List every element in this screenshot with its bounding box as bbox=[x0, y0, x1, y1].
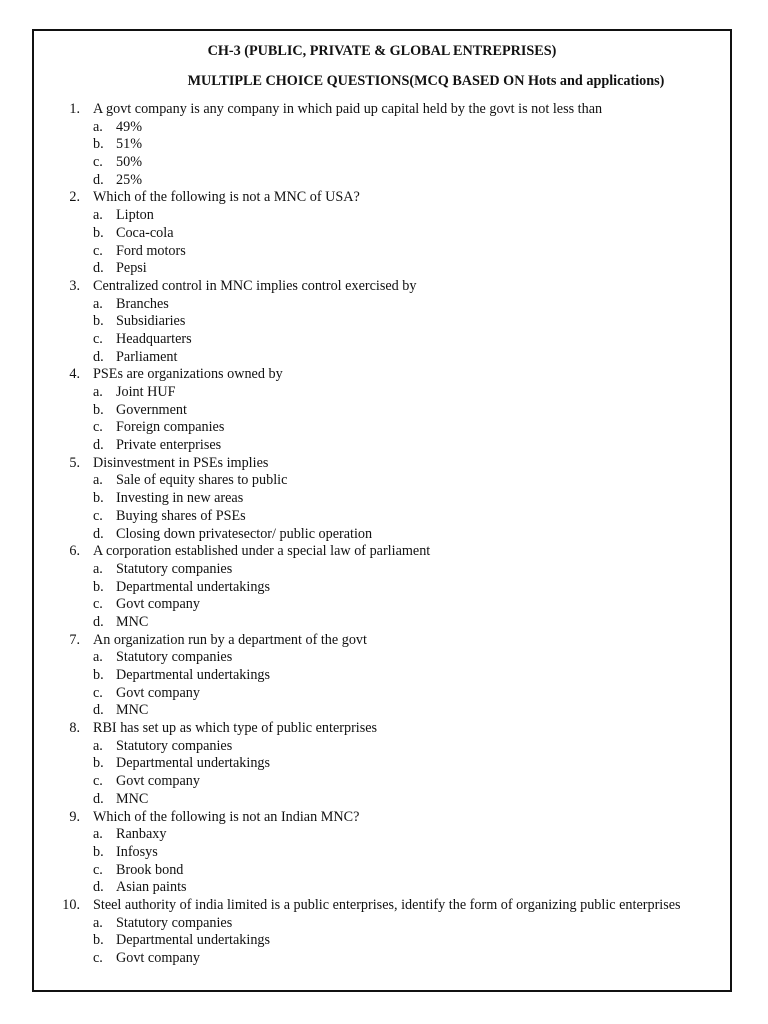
option-item bbox=[0, 508, 768, 526]
option-item bbox=[0, 791, 768, 809]
option-text: Asian paints bbox=[116, 879, 187, 896]
option-letter: d. bbox=[93, 260, 104, 277]
question-text: PSEs are organizations owned by bbox=[93, 366, 283, 383]
question-item bbox=[0, 101, 768, 119]
question-item bbox=[0, 366, 768, 384]
question-item bbox=[0, 809, 768, 827]
option-item bbox=[0, 384, 768, 402]
option-text: Joint HUF bbox=[116, 384, 176, 400]
option-letter: b. bbox=[93, 313, 104, 330]
option-item bbox=[0, 172, 768, 190]
option-item bbox=[0, 950, 768, 968]
option-item bbox=[0, 296, 768, 314]
option-text: Departmental undertakings bbox=[116, 578, 271, 595]
option-text: 25% bbox=[116, 171, 143, 188]
question-text: RBI has set up as which type of public enterprises bbox=[93, 720, 378, 737]
option-text: Brook bond bbox=[116, 861, 184, 878]
option-letter: d. bbox=[93, 171, 104, 188]
question-number: 7. bbox=[69, 631, 80, 648]
option-letter: c. bbox=[93, 419, 103, 436]
option-text: Branches bbox=[116, 295, 169, 312]
option-text: Private enterprises bbox=[116, 437, 222, 454]
option-text: Subsidiaries bbox=[116, 313, 186, 330]
question-item bbox=[0, 632, 768, 650]
option-item bbox=[0, 596, 768, 614]
option-text: Buying shares of PSEs bbox=[116, 507, 246, 524]
option-letter: b. bbox=[93, 224, 104, 241]
option-text: Statutory companies bbox=[116, 649, 233, 666]
option-text: MNC bbox=[116, 613, 149, 630]
option-text: Parliament bbox=[116, 348, 178, 365]
question-number: 2. bbox=[69, 189, 80, 206]
option-letter: c. bbox=[93, 950, 103, 966]
option-item bbox=[0, 667, 768, 685]
option-text: Headquarters bbox=[116, 330, 192, 347]
option-text: Lipton bbox=[116, 207, 154, 224]
option-text: Departmental undertakings bbox=[116, 667, 271, 683]
option-text: Coca-cola bbox=[116, 224, 174, 241]
question-item bbox=[0, 720, 768, 738]
option-letter: a. bbox=[93, 384, 103, 400]
option-letter: b. bbox=[93, 843, 104, 860]
option-text: Closing down privatesector/ public operation bbox=[116, 525, 373, 542]
option-item bbox=[0, 826, 768, 844]
option-item bbox=[0, 313, 768, 331]
option-item bbox=[0, 614, 768, 632]
option-letter: c. bbox=[93, 773, 103, 790]
question-text: Steel authority of india limited is a public enterprises, identify the form of organizing public enterprises bbox=[93, 896, 681, 913]
option-letter: d. bbox=[93, 525, 104, 542]
option-item bbox=[0, 526, 768, 544]
option-item bbox=[0, 773, 768, 791]
option-text: Govt company bbox=[116, 773, 200, 790]
option-item bbox=[0, 561, 768, 579]
option-letter: d. bbox=[93, 702, 104, 719]
option-item bbox=[0, 260, 768, 278]
question-number: 8. bbox=[69, 720, 80, 737]
option-letter: d. bbox=[93, 879, 104, 896]
option-text: Infosys bbox=[116, 843, 158, 860]
option-letter: d. bbox=[93, 348, 104, 365]
option-letter: a. bbox=[93, 649, 103, 666]
option-item bbox=[0, 207, 768, 225]
option-text: 51% bbox=[116, 136, 143, 153]
option-letter: d. bbox=[93, 437, 104, 454]
question-item bbox=[0, 455, 768, 473]
section-subtitle: MULTIPLE CHOICE QUESTIONS(MCQ BASED ON Hots and applications) bbox=[187, 73, 665, 89]
question-text: Which of the following is not an Indian MNC? bbox=[93, 808, 360, 825]
option-letter: c. bbox=[93, 684, 103, 701]
question-text: A govt company is any company in which paid up capital held by the govt is not less than bbox=[93, 101, 603, 117]
question-item bbox=[0, 278, 768, 296]
question-number: 4. bbox=[69, 366, 80, 383]
option-letter: c. bbox=[93, 596, 103, 613]
option-item bbox=[0, 879, 768, 897]
option-item bbox=[0, 243, 768, 261]
option-letter: a. bbox=[93, 737, 103, 754]
option-item bbox=[0, 862, 768, 880]
option-item bbox=[0, 738, 768, 756]
option-item bbox=[0, 419, 768, 437]
option-item bbox=[0, 402, 768, 420]
option-item bbox=[0, 437, 768, 455]
question-text: Centralized control in MNC implies control exercised by bbox=[93, 277, 417, 294]
option-letter: c. bbox=[93, 242, 103, 259]
question-text: An organization run by a department of the govt bbox=[93, 631, 367, 648]
option-item bbox=[0, 119, 768, 137]
option-letter: b. bbox=[93, 490, 104, 507]
question-text: Disinvestment in PSEs implies bbox=[93, 454, 269, 471]
option-text: 50% bbox=[116, 154, 143, 171]
option-item bbox=[0, 579, 768, 597]
question-number: 1. bbox=[69, 101, 80, 117]
question-number: 9. bbox=[69, 808, 80, 825]
option-text: Govt company bbox=[116, 684, 200, 701]
option-text: Statutory companies bbox=[116, 737, 233, 754]
option-item bbox=[0, 349, 768, 367]
option-letter: a. bbox=[93, 826, 103, 843]
option-letter: b. bbox=[93, 136, 104, 153]
option-letter: c. bbox=[93, 154, 103, 171]
option-text: MNC bbox=[116, 702, 149, 719]
option-letter: d. bbox=[93, 790, 104, 807]
option-letter: b. bbox=[93, 401, 104, 418]
option-text: Investing in new areas bbox=[116, 490, 244, 507]
option-item bbox=[0, 932, 768, 950]
option-text: Sale of equity shares to public bbox=[116, 472, 288, 489]
option-letter: c. bbox=[93, 861, 103, 878]
option-text: 49% bbox=[116, 118, 143, 135]
option-letter: a. bbox=[93, 207, 103, 224]
option-letter: a. bbox=[93, 914, 103, 931]
option-letter: c. bbox=[93, 330, 103, 347]
question-text: Which of the following is not a MNC of USA? bbox=[93, 189, 360, 206]
option-item bbox=[0, 685, 768, 703]
option-text: Govt company bbox=[116, 950, 200, 966]
question-item bbox=[0, 189, 768, 207]
option-letter: a. bbox=[93, 295, 103, 312]
option-letter: c. bbox=[93, 507, 103, 524]
question-number: 10. bbox=[62, 896, 80, 913]
option-text: Departmental undertakings bbox=[116, 755, 271, 772]
option-item bbox=[0, 154, 768, 172]
option-text: Statutory companies bbox=[116, 914, 233, 931]
option-text: Foreign companies bbox=[116, 419, 225, 436]
question-item bbox=[0, 897, 768, 915]
option-text: MNC bbox=[116, 790, 149, 807]
option-text: Departmental undertakings bbox=[116, 932, 271, 949]
option-item bbox=[0, 844, 768, 862]
option-item bbox=[0, 136, 768, 154]
question-number: 3. bbox=[69, 277, 80, 294]
option-item bbox=[0, 331, 768, 349]
question-number: 6. bbox=[69, 543, 80, 560]
question-list bbox=[0, 101, 768, 968]
option-item bbox=[0, 702, 768, 720]
option-text: Govt company bbox=[116, 596, 200, 613]
option-item bbox=[0, 755, 768, 773]
option-item bbox=[0, 225, 768, 243]
option-item bbox=[0, 649, 768, 667]
option-letter: b. bbox=[93, 932, 104, 949]
question-item bbox=[0, 543, 768, 561]
option-letter: a. bbox=[93, 118, 103, 135]
option-item bbox=[0, 472, 768, 490]
option-text: Pepsi bbox=[116, 260, 147, 277]
option-letter: b. bbox=[93, 667, 104, 683]
chapter-title: CH-3 (PUBLIC, PRIVATE & GLOBAL ENTREPRISES) bbox=[207, 43, 557, 59]
option-item bbox=[0, 490, 768, 508]
question-text: A corporation established under a special law of parliament bbox=[93, 543, 431, 560]
option-text: Ranbaxy bbox=[116, 826, 167, 843]
option-letter: a. bbox=[93, 560, 103, 577]
option-item bbox=[0, 915, 768, 933]
option-letter: b. bbox=[93, 755, 104, 772]
option-text: Ford motors bbox=[116, 242, 186, 259]
option-text: Statutory companies bbox=[116, 560, 233, 577]
question-number: 5. bbox=[69, 454, 80, 471]
option-letter: a. bbox=[93, 472, 103, 489]
option-text: Government bbox=[116, 401, 187, 418]
option-letter: b. bbox=[93, 578, 104, 595]
option-letter: d. bbox=[93, 613, 104, 630]
